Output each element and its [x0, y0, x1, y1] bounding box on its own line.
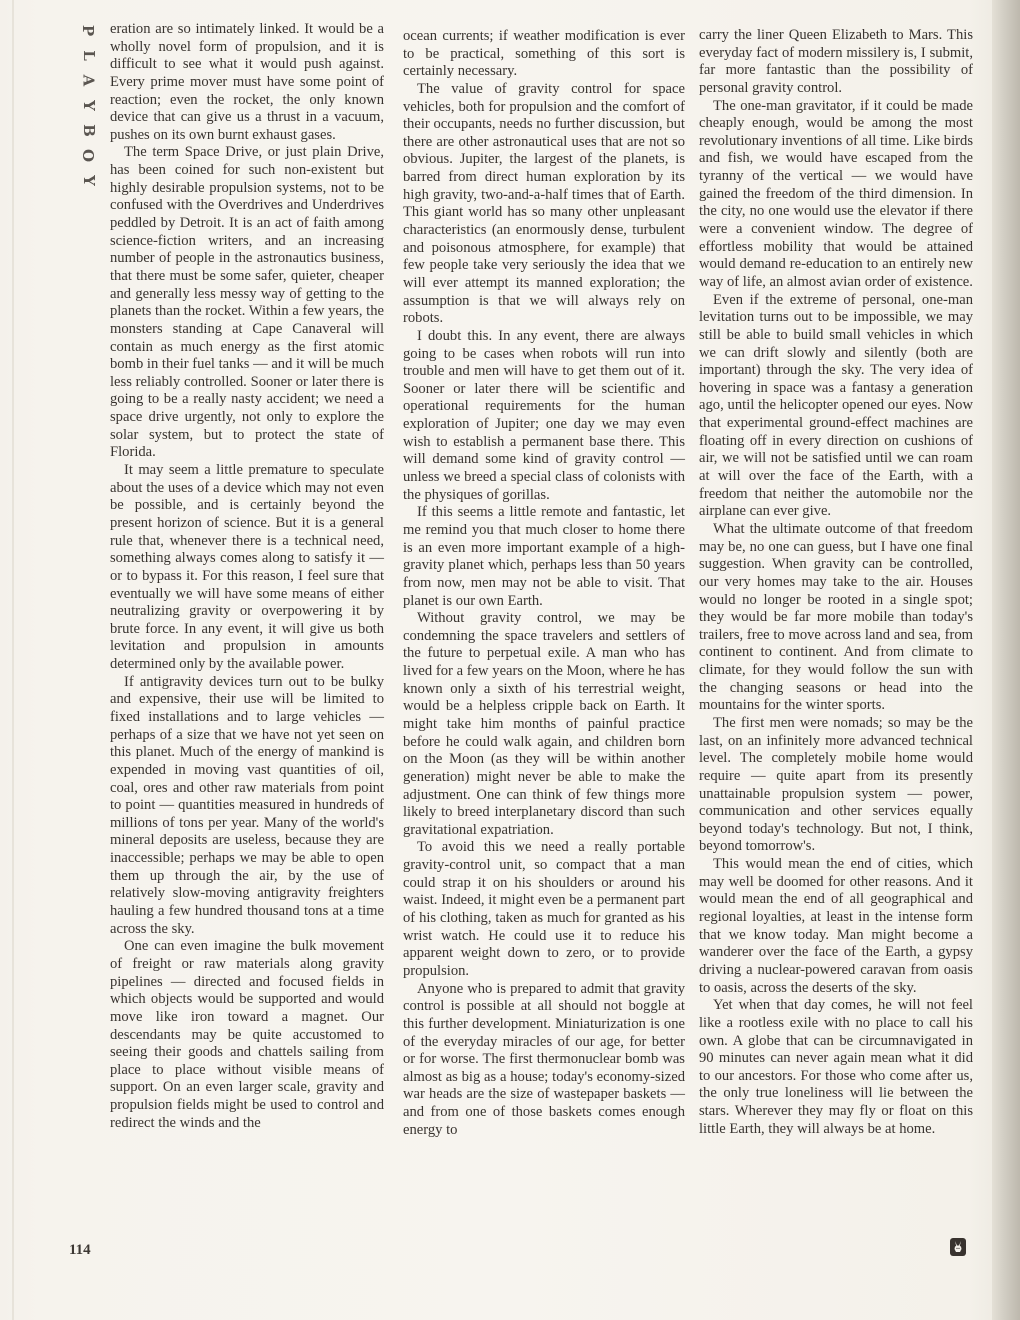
- text-column-1: [110, 21, 384, 1132]
- paragraph: I doubt this. In any event, there are always going to be cases when robots will run into trouble and men will have to get them out of it. Sooner or later there will be scientific and operational requirements for the human exploration of Jupiter; one day we may even wish to establish a permanent base there. This will demand some kind of gravity control — unless we breed a special class of colonists with the physiques of gorillas.: [403, 327, 685, 503]
- paragraph: It may seem a little premature to speculate about the uses of a device which may not even be possible, and is certainly beyond the present horizon of science. But it is a general rule that, whenever there is a technical need, something always comes along to satisfy it — or to bypass it. For this reason, I feel sure that eventually we will have some means of either neutralizing gravity or overpowering it by brute force. In any event, it will give us both levitation and propulsion in amounts determined only by the available power.: [110, 462, 384, 673]
- page-edge-line: [12, 0, 14, 1320]
- masthead-letter: L: [79, 50, 98, 61]
- page-number: 114: [69, 1242, 91, 1258]
- paragraph: eration are so intimately linked. It would be a wholly novel form of propulsion, and it is difficult to see what it would push against. Every prime mover must have some point of reaction; even the rocket, the only known device that can give us a thrust in a vacuum, pushes on its own burnt exhaust gases.: [110, 21, 384, 143]
- paragraph: The first men were nomads; so may be the last, on an infinitely more advanced technical level. The completely mobile home would require — quite apart from its presently unattainable propulsion system — power, communication and other services equally beyond today's technology. But not, I think, beyond tomorrow's.: [699, 714, 973, 855]
- paragraph: This would mean the end of cities, which may well be doomed for other reasons. And it would mean the end of all geographical and regional loyalties, at least in the intense form that we know today. Man might become a wanderer over the face of the Earth, a gypsy driving a nuclear-powered caravan from oasis to oasis, across the deserts of the sky.: [699, 856, 973, 996]
- text-column-3: [699, 27, 973, 1138]
- paragraph: What the ultimate outcome of that freedom may be, no one can guess, but I have one final suggestion. When gravity can be controlled, our very homes may take to the air. Houses would no longer be rooted in a single spot; they would be far more mobile than today's trailers, free to move across land and sea, from continent to continent. And from climate to climate, for they would follow the sun with the changing seasons or head into the mountains for the winter sports.: [699, 520, 973, 714]
- masthead-letter: B: [79, 124, 98, 137]
- masthead-letter: Y: [79, 175, 98, 186]
- masthead-letter: Y: [79, 100, 98, 111]
- paragraph: The one-man gravitator, if it could be made cheaply enough, would be among the most revolutionary inventions of all time. Like birds and fish, we would have escaped from the tyranny of the vertical — we would have gained the freedom of the third dimension. In the city, no one would use the elevator if there were a convenient window. The degree of effortless mobility that would be attained would demand re-education to an entirely new way of life, an almost avian order of existence.: [699, 97, 973, 290]
- text-column-2: [403, 28, 685, 1139]
- paragraph: If this seems a little remote and fantastic, let me remind you that much closer to home there is an even more important example of a high-gravity planet which, perhaps less than 50 years from now, men may not be able to visit. That planet is our own Earth.: [403, 504, 685, 609]
- masthead-letter: A: [79, 74, 98, 87]
- paragraph: Yet when that day comes, he will not feel like a rootless exile with no place to call his own. A globe that can be circumnavigated in 90 minutes can never again mean what it did to our ancestors. For those who come after us, the only true loneliness will lie between the stars. Wherever they may fly or float on this little Earth, they will always be at home.: [699, 997, 973, 1137]
- paragraph: If antigravity devices turn out to be bulky and expensive, their use will be limited to fixed installations and to large vehicles — perhaps of a size that we have not yet seen on this planet. Much of the energy of mankind is expended in moving vast quantities of oil, coal, ores and other raw materials from point to point — quantities measured in hundreds of millions of tons per year. Many of the world's mineral deposits are useless, because they are inaccessible; perhaps we may be able to open them up through the air, by the use of relatively slow-moving antigravity freighters hauling a few hundred thousand tons at a time across the sky.: [110, 673, 384, 937]
- paragraph: Without gravity control, we may be condemning the space travelers and settlers of the future to perpetual exile. A man who has lived for a few years on the Moon, where he has known only a sixth of his terrestrial weight, would be a helpless cripple back on Earth. It might take him months of painful practice before he could walk again, and children born on the Moon (as they will be within another generation) might never be able to make the adjustment. One can think of few things more likely to breed interplanetary discord than such gravitational expatriation.: [403, 610, 685, 838]
- vertical-masthead: [74, 18, 102, 193]
- paragraph: Anyone who is prepared to admit that gravity control is possible at all should not boggle at this further development. Miniaturization is one of the everyday miracles of our age, for better or for worse. The first thermonuclear bomb was almost as big as a house; today's economy-sized war heads are the size of wastepaper baskets — and from one of those baskets comes enough energy to: [403, 980, 685, 1138]
- paragraph: One can even imagine the bulk movement of freight or raw materials along gravity pipelines — directed and focused fields in which objects would be supported and would move like iron toward a magnet. Our descendants may be quite accustomed to seeing their goods and chattels sailing from place to place without visible means of support. On an even larger scale, gravity and propulsion fields might be used to control and redirect the winds and the: [110, 938, 384, 1131]
- paragraph: carry the liner Queen Elizabeth to Mars. This everyday fact of modern missilery is, I submit, far more fantastic than the possibility of personal gravity control.: [699, 27, 973, 96]
- paragraph: The value of gravity control for space vehicles, both for propulsion and the comfort of their occupants, needs no further discussion, but there are other astronautical uses that are not so obvious. Jupiter, the largest of the planets, is barred from direct human exploration by its high gravity, two-and-a-half times that of Earth. This giant world has so many other unpleasant characteristics (an enormously dense, turbulent and poisonous atmosphere, for example) that few people take very seriously the idea that we will ever attempt its manned exploration; the assumption is that we will always rely on robots.: [403, 80, 685, 327]
- page-gutter-shadow: [992, 0, 1020, 1320]
- paragraph: To avoid this we need a really portable gravity-control unit, so compact that a man could strap it on his shoulders or around his waist. Indeed, it might even be a permanent part of his clothing, taken as much for granted as his wrist watch. He could use it to reduce his apparent weight down to zero, or to provide propulsion.: [403, 839, 685, 979]
- masthead-letter: P: [79, 24, 98, 37]
- paragraph: The term Space Drive, or just plain Drive, has been coined for such non-existent but highly desirable propulsion systems, not to be confused with the Overdrives and Underdrives peddled by Detroit. It is an act of faith among science-fiction writers, and an increasing number of people in the astronautics business, that there must be some safer, quieter, cheaper and generally less messy way of getting to the planets than the rocket. Within a few years, the monsters standing at Cape Canaveral will contain as much energy as the first atomic bomb in their fuel tanks — and it will be much less reliably controlled. Sooner or later there is going to be a really nasty accident; we need a space drive urgently, not only to explore the solar system, but to protect the state of Florida.: [110, 144, 384, 461]
- paragraph: ocean currents; if weather modification is ever to be practical, something of this sort is certainly necessary.: [403, 28, 685, 80]
- paragraph: Even if the extreme of personal, one-man levitation turns out to be impossible, we may still be able to build small vehicles in which we can drift slowly and silently (both are important) through the sky. The very idea of hovering in space was a fantasy a generation ago, until the helicopter opened our eyes. Now that experimental ground-effect machines are floating off in every direction on cushions of air, we will not be satisfied until we can roam at will over the face of the Earth, with a freedom that neither the automobile nor the airplane can ever give.: [699, 291, 973, 520]
- masthead-letter: O: [79, 148, 98, 163]
- rabbit-head-icon: [950, 1238, 966, 1256]
